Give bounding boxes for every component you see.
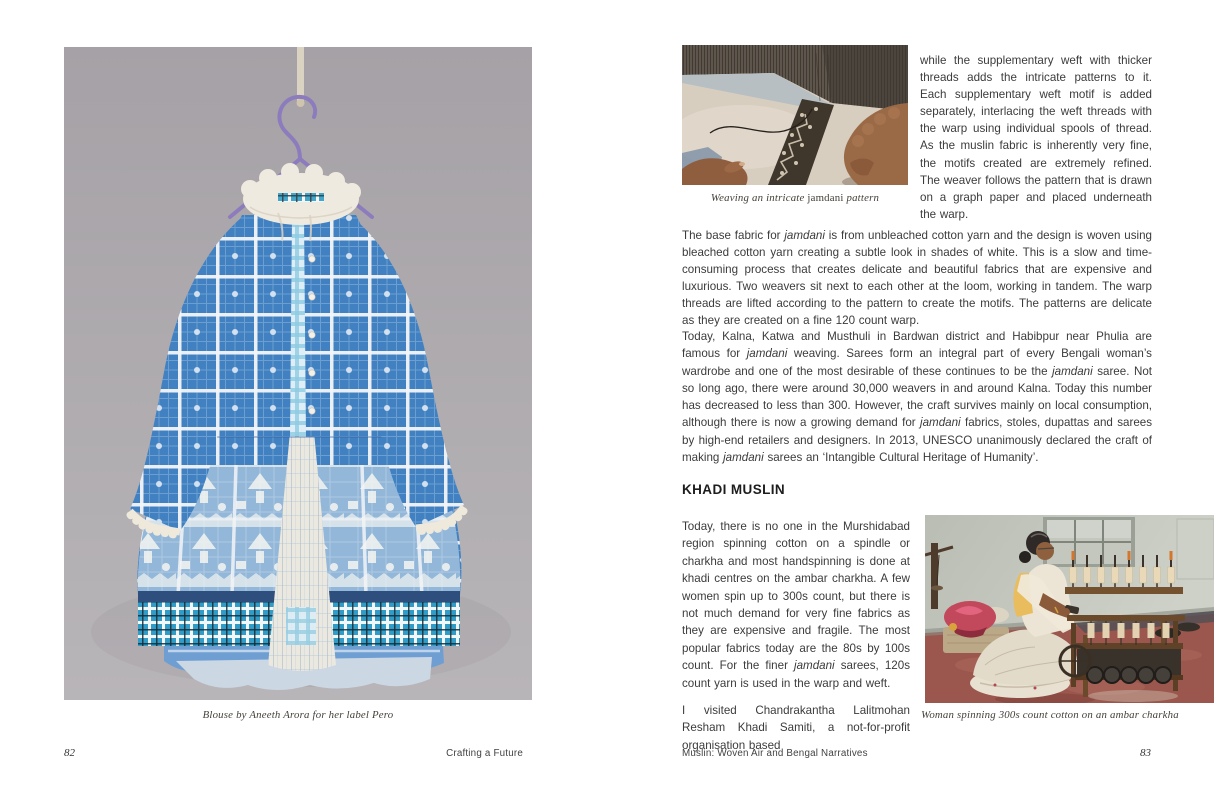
para-khadi-1: Today, there is no one in the Murshidabad region spinning cotton on a spindle or charkha and most handspinning is done at khadi centres on the ambar charkha. A few women spin up to 300s count, but there is not much demand for very fine fabrics as they are expensive and fragile. The most popular fabrics today are the 80s by 100s count. For the finer jamdani sarees, 120s count yarn is used in the warp and weft. [682, 520, 910, 690]
blouse-illustration [64, 47, 532, 700]
khadi-column [682, 518, 910, 754]
running-footer-left: Crafting a Future [446, 748, 523, 759]
page-number-right: 83 [1140, 747, 1151, 759]
weaving-photo [682, 45, 908, 185]
weaving-caption: Weaving an intricate jamdani pattern [710, 192, 880, 204]
weaving-illustration [682, 45, 908, 185]
spinning-illustration [925, 515, 1214, 703]
para-khadi-2: I visited Chandrakantha Lalitmohan Resham Khadi Samiti, a not-for-profit organisation based [682, 704, 910, 752]
khadi-muslin-heading: KHADI MUSLIN [682, 482, 786, 497]
para-today-kalna: Today, Kalna, Katwa and Musthuli in Bardwan district and Habibpur near Phulia are famous for jamdani weaving. Sarees form an integral part of every Bengali woman’s wardrobe and one of the most desirable of these continues to be the jamdani saree. Not so long ago, there were around 30,000 weavers in and around Kalna. Today this number has decreased to less than 300. However, the craft survives mainly on local consumption, although there is now a growing demand for jamdani fabrics, stoles, dupattas and sarees by high-end retailers and designers. In 2013, UNESCO unanimously declared the craft of making jamdani sarees an ‘Intangible Cultural Heritage of Humanity’. [682, 330, 1153, 465]
page-number-left: 82 [64, 747, 75, 759]
window [1043, 517, 1135, 567]
blouse-caption: Blouse by Aneeth Arora for her label Pero [202, 709, 394, 721]
blouse-photo [64, 47, 532, 700]
para-weft-detail: while the supplementary weft with thicker threads adds the intricate patterns to it. Each supplementary weft motif is added separately, interlacing the weft threads with the warp using individual spools of thread. As the muslin fabric is inherently very fine, the motifs created are extremely refined. The weaver follows the pattern that is drawn on a graph paper and placed underneath the warp. [920, 54, 1152, 221]
spinning-photo [925, 515, 1214, 703]
spinning-caption: Woman spinning 300s count cotton on an ambar charkha [921, 709, 1179, 721]
para-base-fabric: The base fabric for jamdani is from unbleached cotton yarn and the design is woven using bleached cotton yarn creating a subtle look in shades of white. This is a slow and time-consuming process that creates delicate and beautiful fabrics that are expensive and luxurious. Two weavers sit next to each other at the loom, working in tandem. The warp threads are lifted according to the pattern to create the motifs. The patterns are delicate as they are created on a fine 120 count warp. [682, 229, 1153, 328]
running-footer-right: Muslin: Woven Air and Bengal Narratives [682, 748, 868, 759]
